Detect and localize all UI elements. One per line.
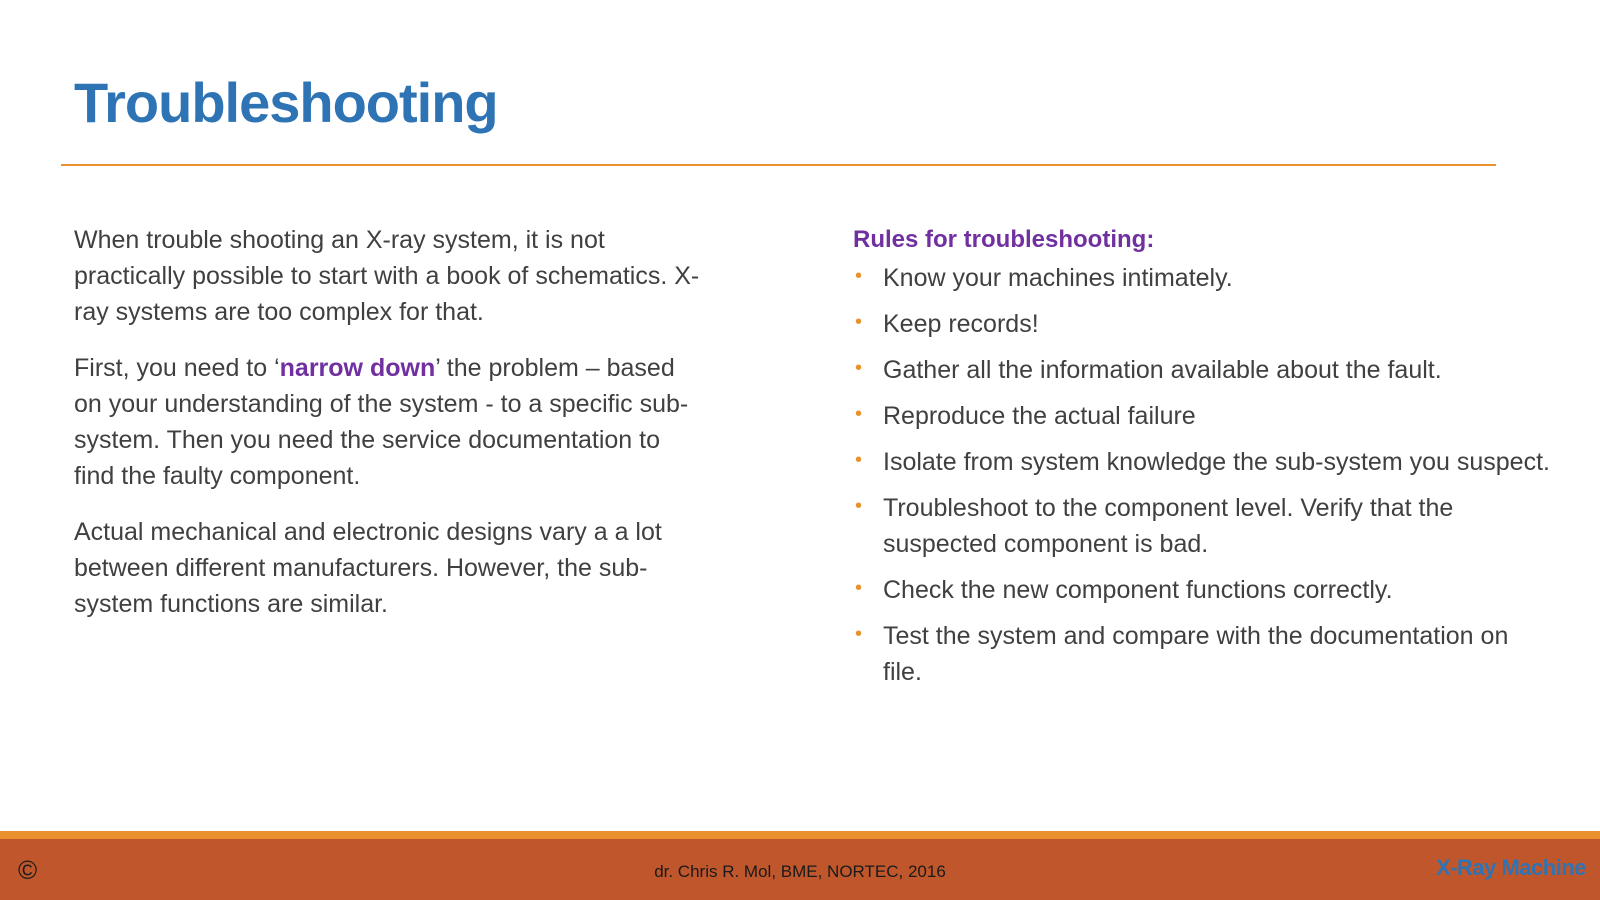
rule-item [853,618,1553,690]
right-column [853,222,1553,700]
bullet-icon: • [855,357,863,379]
footer-brand: X-Ray Machine [1436,855,1586,880]
footer-credit: dr. Chris R. Mol, BME, NORTEC, 2016 [654,862,946,881]
rule-text: Check the new component functions correctly. [883,576,1393,604]
rules-list [853,260,1553,690]
rule-item [853,260,1553,296]
footer-stripe [0,831,1600,839]
bullet-icon: • [855,495,863,517]
left-column [74,222,704,642]
rule-text: Reproduce the actual failure [883,402,1196,430]
rule-item [853,352,1553,388]
bullet-icon: • [855,577,863,599]
rule-item [853,398,1553,434]
slide-title: Troubleshooting [74,71,498,134]
bullet-icon: • [855,403,863,425]
paragraph-narrow-down-after: ’ the problem – based on your understanding of the system - to a specific sub-system. Then you need the service documentation to find the faulty component. [74,354,689,490]
narrow-down-highlight: narrow down [279,354,436,382]
rule-item [853,572,1553,608]
rule-text: Know your machines intimately. [883,264,1233,292]
paragraph-intro: When trouble shooting an X-ray system, it is not practically possible to start with a book of schematics. X-ray systems are too complex for that. [74,226,700,326]
paragraph-designs: Actual mechanical and electronic designs vary a a lot between different manufacturers. However, the sub-system functions are similar. [74,518,662,618]
rule-text: Isolate from system knowledge the sub-system you suspect. [883,448,1550,476]
rule-item [853,444,1553,480]
paragraph-narrow-down-before: First, you need to ‘ [74,354,280,382]
rule-text: Gather all the information available about the fault. [883,356,1442,384]
rule-item [853,490,1553,562]
copyright-icon: © [18,855,38,885]
bullet-icon: • [855,265,863,287]
rule-text: Test the system and compare with the documentation on file. [883,622,1509,686]
rule-text: Keep records! [883,310,1039,338]
rule-text: Troubleshoot to the component level. Verify that the suspected component is bad. [883,494,1454,558]
paragraph-narrow-down [74,350,704,494]
footer [0,839,1600,900]
bullet-icon: • [855,311,863,333]
bullet-icon: • [855,449,863,471]
title-divider [61,164,1496,166]
rules-heading: Rules for troubleshooting: [853,226,1155,253]
bullet-icon: • [855,623,863,645]
rule-item [853,306,1553,342]
